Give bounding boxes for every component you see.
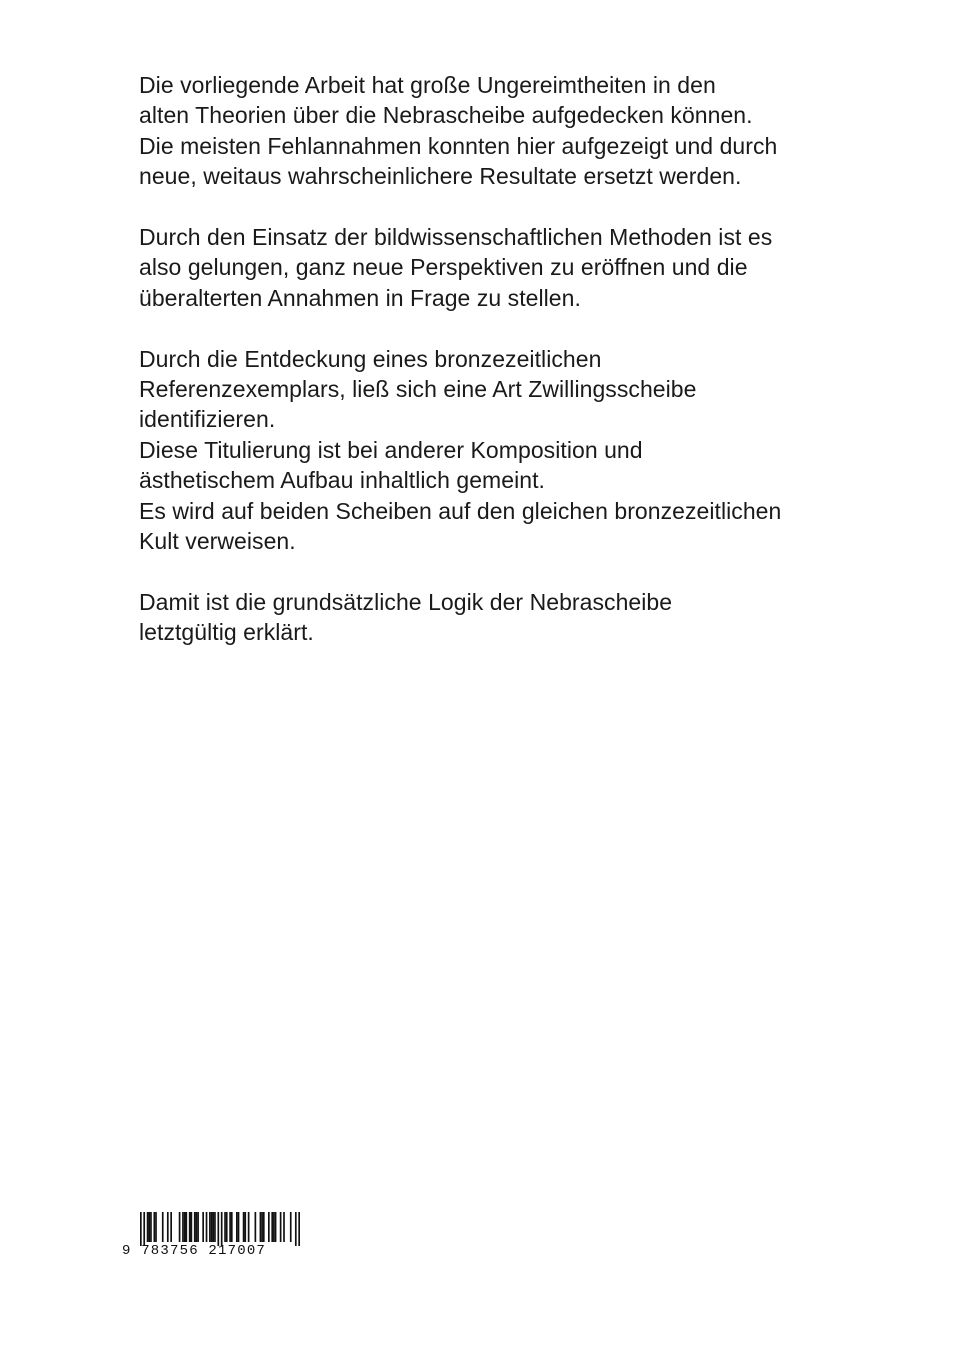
barcode-bar — [283, 1212, 285, 1242]
barcode-bar — [148, 1212, 150, 1242]
isbn-barcode — [122, 1212, 302, 1262]
barcode-bar — [194, 1212, 196, 1242]
text-line: Durch den Einsatz der bildwissenschaftlichen Methoden ist es — [139, 224, 773, 251]
text-line: letztgültig erklärt. — [139, 619, 314, 646]
barcode-bar — [268, 1212, 270, 1242]
barcode-bar — [244, 1212, 246, 1242]
barcode-bar — [255, 1212, 257, 1242]
barcode-bar — [236, 1212, 238, 1242]
paragraph-conclusion — [139, 587, 839, 648]
barcode-bar — [214, 1212, 216, 1242]
text-line: also gelungen, ganz neue Perspektiven zu eröffnen und die — [139, 254, 748, 281]
barcode-bar — [184, 1212, 186, 1242]
barcode-bar — [153, 1212, 155, 1242]
barcode-bar — [231, 1212, 233, 1242]
text-line: überalterten Annahmen in Frage zu stellen. — [139, 284, 581, 311]
barcode-bar — [202, 1212, 204, 1242]
barcode-digits: 9 783756 217007 — [122, 1243, 267, 1259]
barcode-bar — [238, 1212, 240, 1242]
barcode-bar — [167, 1212, 169, 1242]
paragraph-summary — [139, 70, 839, 192]
barcode-bar — [221, 1212, 223, 1246]
text-line: alten Theorien über die Nebrascheibe aufgedecken können. — [139, 102, 753, 129]
barcode-bar — [197, 1212, 199, 1242]
paragraph-methods — [139, 222, 839, 313]
barcode-bar — [271, 1212, 273, 1242]
barcode-bar — [140, 1212, 142, 1246]
barcode-bar — [179, 1212, 181, 1242]
barcode-bar — [263, 1212, 265, 1242]
barcode-bar — [211, 1212, 213, 1242]
text-line: Diese Titulierung ist bei anderer Komposition und — [139, 436, 643, 463]
paragraph-discovery — [139, 344, 839, 557]
barcode-bar — [147, 1212, 149, 1242]
barcode-bar — [261, 1212, 263, 1242]
text-line: identifizieren. — [139, 406, 276, 433]
barcode-bars — [140, 1212, 300, 1246]
barcode-bar — [273, 1212, 275, 1242]
text-line: ästhetischem Aufbau inhaltlich gemeint. — [139, 467, 545, 494]
barcode-bar — [212, 1212, 214, 1242]
barcode-bar — [185, 1212, 187, 1242]
barcode-bar — [182, 1212, 184, 1242]
barcode-bar — [243, 1212, 245, 1242]
text-line: Die meisten Fehlannahmen konnten hier aufgezeigt und durch — [139, 132, 778, 159]
barcode-bar — [290, 1212, 292, 1242]
barcode-bar — [155, 1212, 157, 1242]
barcode-bar — [224, 1212, 226, 1242]
barcode-bar — [298, 1212, 300, 1246]
blurb-text — [139, 70, 839, 678]
barcode-bar — [143, 1212, 145, 1246]
barcode-bar — [260, 1212, 262, 1242]
barcode-bar — [248, 1212, 250, 1242]
barcode-bar — [295, 1212, 297, 1246]
text-line: Es wird auf beiden Scheiben auf den gleichen bronzezeitlichen — [139, 497, 782, 524]
text-line: neue, weitaus wahrscheinlichere Resultate ersetzt werden. — [139, 163, 742, 190]
text-line: Die vorliegende Arbeit hat große Ungereimtheiten in den — [139, 72, 716, 98]
barcode-bar — [196, 1212, 198, 1242]
barcode-bar — [209, 1212, 211, 1242]
barcode-bar — [280, 1212, 282, 1242]
barcode-bar — [170, 1212, 172, 1242]
barcode-bar — [226, 1212, 228, 1242]
barcode-bar — [150, 1212, 152, 1242]
barcode-bar — [162, 1212, 164, 1242]
barcode-bar — [189, 1212, 191, 1242]
text-line: Kult verweisen. — [139, 528, 296, 555]
barcode-bar — [217, 1212, 219, 1246]
text-line: Damit ist die grundsätzliche Logik der Nebrascheibe — [139, 588, 673, 615]
barcode-bar — [229, 1212, 231, 1242]
barcode-bar — [191, 1212, 193, 1242]
barcode-bar — [275, 1212, 277, 1242]
text-line: Referenzexemplars, ließ sich eine Art Zwillingsscheibe — [139, 376, 697, 403]
barcode-bar — [206, 1212, 208, 1242]
text-line: Durch die Entdeckung eines bronzezeitlichen — [139, 345, 602, 372]
